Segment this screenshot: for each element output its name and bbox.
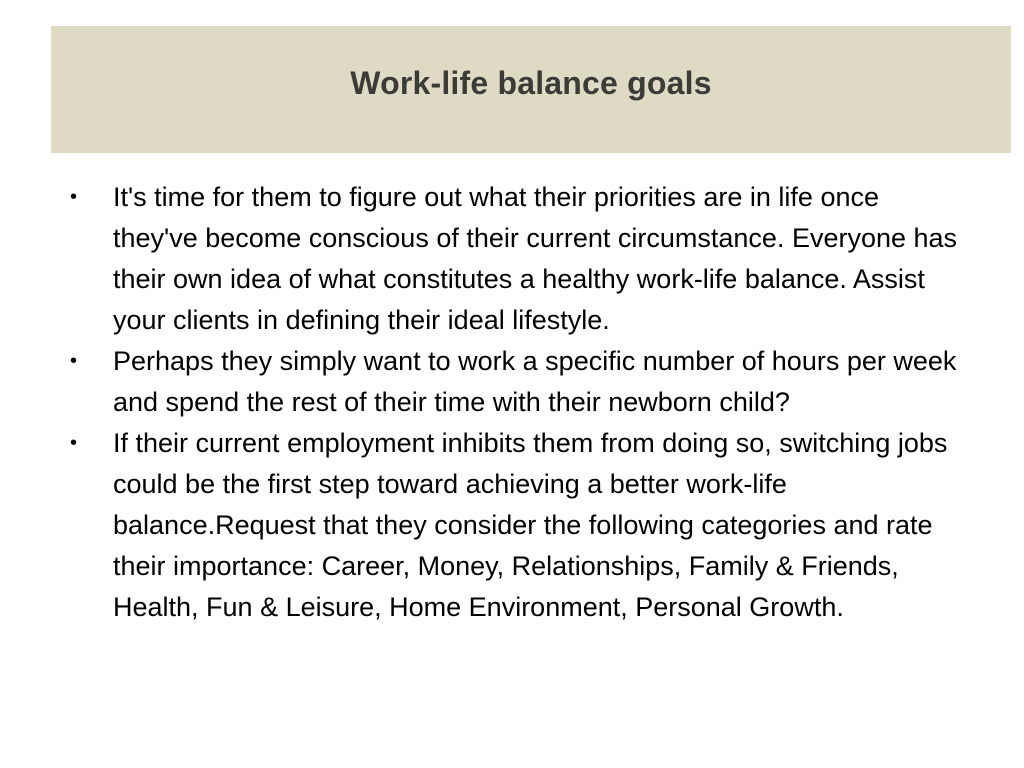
bullet-dot-icon: • <box>70 432 78 454</box>
bullet-item <box>66 177 971 341</box>
title-banner <box>51 26 1011 153</box>
bullet-dot-icon: • <box>70 350 78 372</box>
bullet-item <box>66 341 971 423</box>
bullet-text: Perhaps they simply want to work a specific number of hours per week and spend the rest of their time with their newborn child? <box>113 346 957 417</box>
slide-title: Work-life balance goals <box>350 65 712 101</box>
bullet-text: It's time for them to figure out what their priorities are in life once they've become conscious of their current circumstance. Everyone has their own idea of what constitutes a healthy work-life balance. Assist your clients in defining their ideal lifestyle. <box>113 182 958 335</box>
bullet-list <box>66 177 971 628</box>
bullet-item <box>66 423 971 628</box>
bullet-text: If their current employment inhibits them from doing so, switching jobs could be the first step toward achieving a better work-life balance.Request that they consider the following categories and rate their importance: Career, Money, Relationships, Family & Friends, Health, Fun & Leisure, Home Environment, Personal Growth. <box>113 428 948 622</box>
bullet-dot-icon: • <box>70 186 78 208</box>
